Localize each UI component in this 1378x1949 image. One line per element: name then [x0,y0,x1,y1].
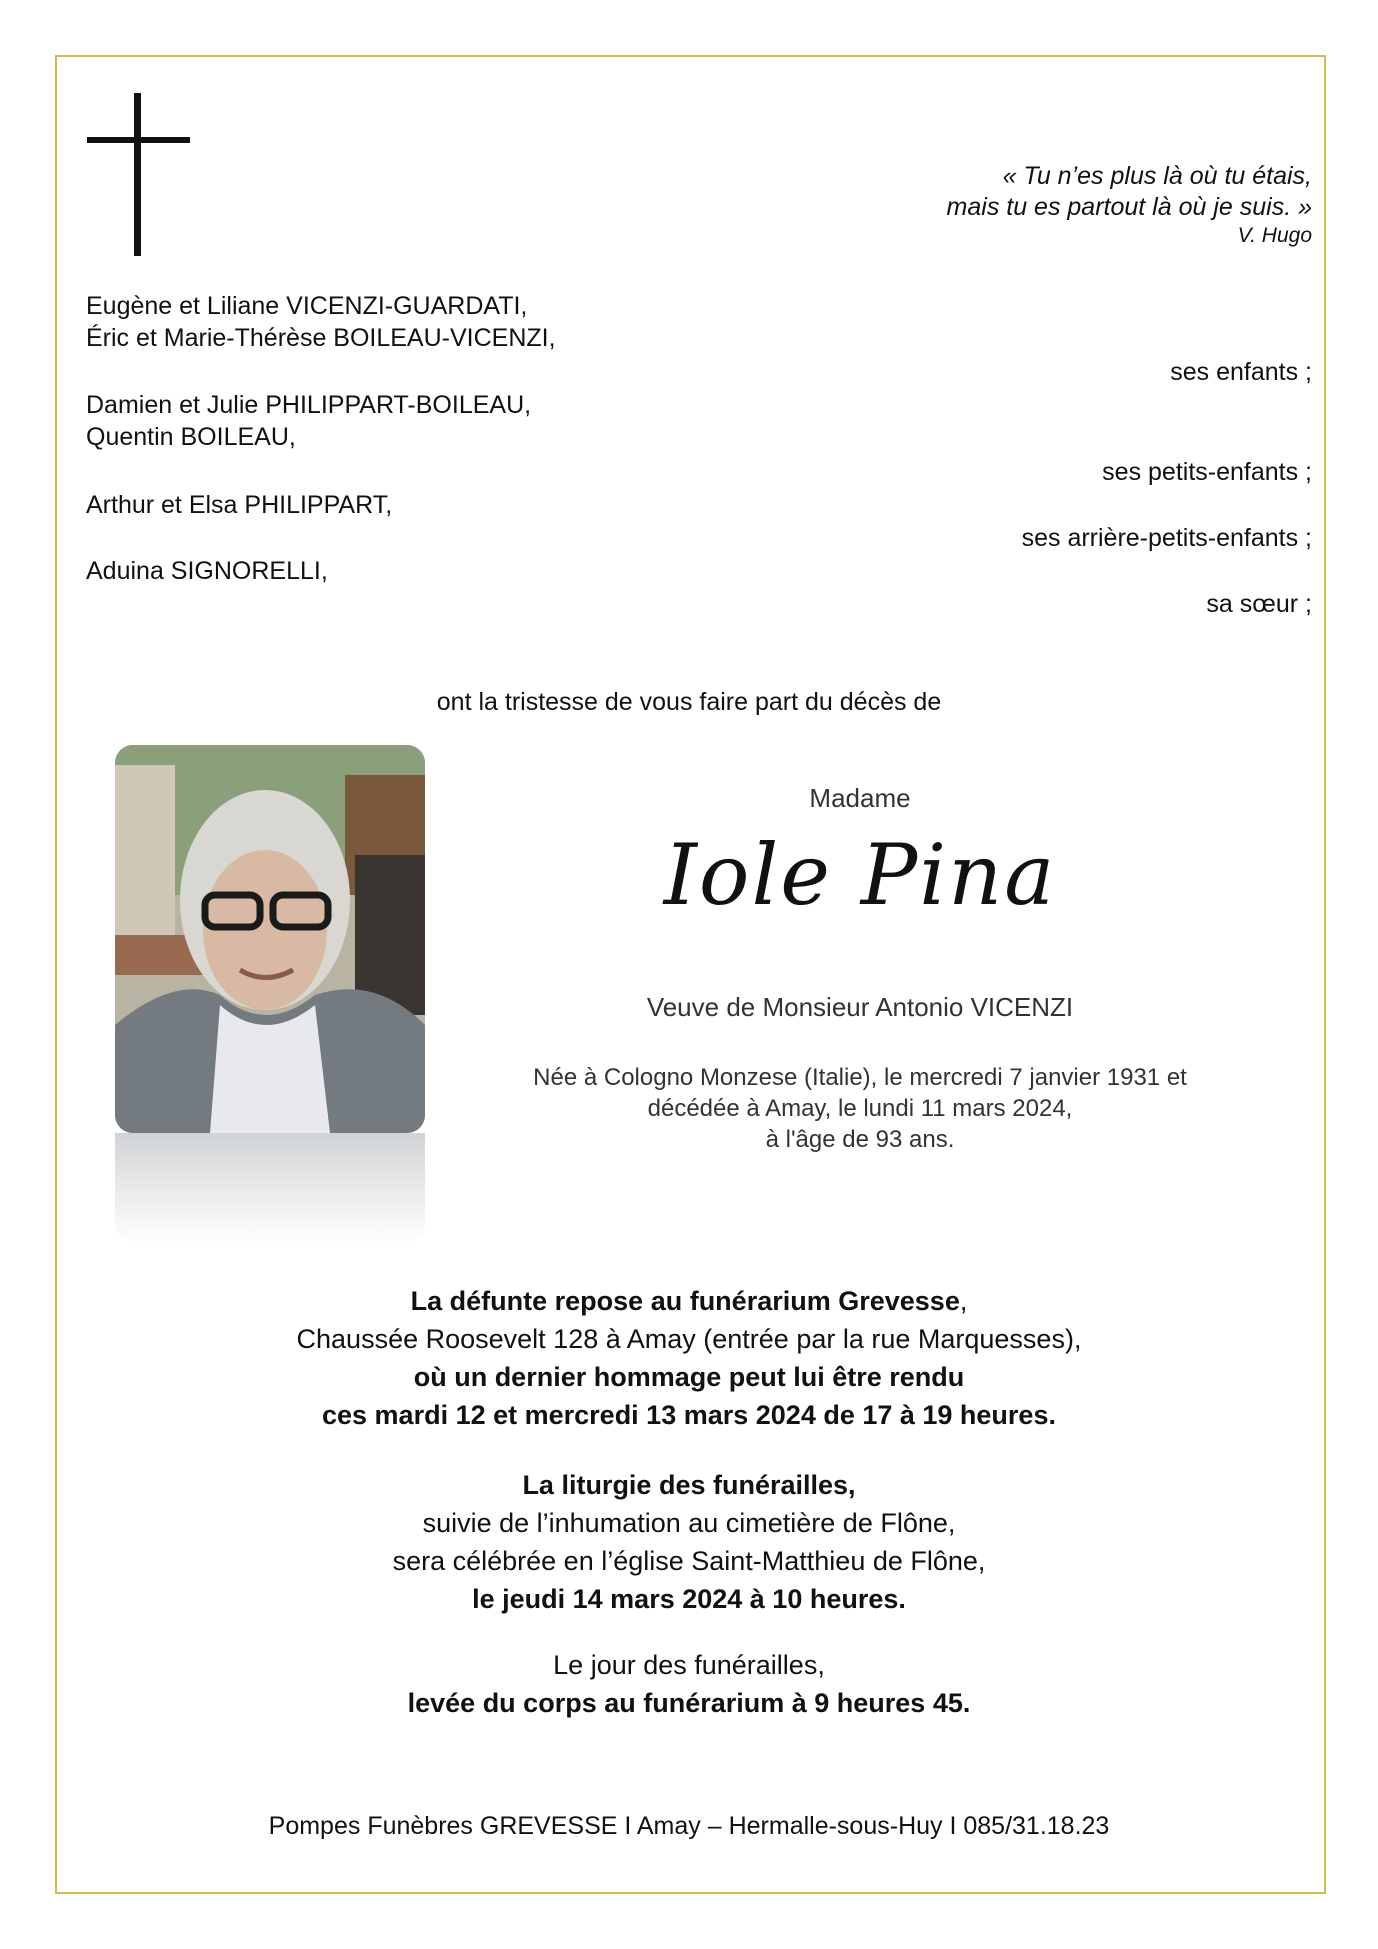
grandchildren-names [86,389,531,453]
great-grandchildren-role: ses arrière-petits-enfants ; [1021,524,1312,552]
liturgy-date: le jeudi 14 mars 2024 à 10 heures. [472,1584,906,1614]
family-line: Damien et Julie PHILIPPART-BOILEAU, [86,391,532,419]
liturgy-burial: suivie de l’inhumation au cimetière de Flône, [422,1508,956,1538]
visitation-block [0,1282,1378,1434]
visitation-dates: ces mardi 12 et mercredi 13 mars 2024 de 17 à 19 heures. [322,1400,1056,1430]
children-names [86,290,556,354]
visitation-comma: , [959,1286,968,1316]
funeral-home-footer: Pompes Funèbres GREVESSE I Amay – Hermalle-sous-Huy I 085/31.18.23 [268,1812,1110,1840]
great-grandchildren-names: Arthur et Elsa PHILIPPART, [86,491,393,519]
family-line: Quentin BOILEAU, [86,423,296,451]
departure-line-1: Le jour des funérailles, [553,1650,825,1680]
death-line: décédée à Amay, le lundi 11 mars 2024, [647,1095,1073,1122]
family-line: Eugène et Liliane VICENZI-GUARDATI, [86,292,528,320]
departure-block [0,1646,1378,1722]
visitation-line-3: où un dernier hommage peut lui être rendu [413,1362,965,1392]
sister-role: sa sœur ; [1206,590,1312,618]
liturgy-church: sera célébrée en l’église Saint-Matthieu de Flône, [392,1546,986,1576]
quote [947,161,1312,249]
birth-line: Née à Cologno Monzese (Italie), le mercredi 7 janvier 1931 et [533,1064,1187,1091]
departure-line-2: levée du corps au funérarium à 9 heures 45. [407,1688,971,1718]
photo-reflection [115,1133,425,1243]
liturgy-block [0,1466,1378,1618]
liturgy-heading: La liturgie des funérailles, [522,1470,856,1500]
visitation-line-1 [0,1282,1378,1320]
age-line: à l'âge de 93 ans. [765,1126,955,1153]
quote-line-1: « Tu n’es plus là où tu étais, [1002,162,1312,190]
deceased-title: Madame [809,783,911,813]
children-role: ses enfants ; [1170,358,1312,386]
quote-line-2: mais tu es partout là où je suis. » [946,193,1312,221]
deceased-photo [115,745,425,1133]
visitation-place: La défunte repose au funérarium Grevesse [410,1286,960,1316]
grandchildren-role: ses petits-enfants ; [1102,458,1312,486]
family-line: Éric et Marie-Thérèse BOILEAU-VICENZI, [86,324,556,352]
visitation-address: Chaussée Roosevelt 128 à Amay (entrée par la rue Marquesses), [296,1324,1082,1354]
deceased-name: Iole Pina [663,826,1057,924]
quote-author: V. Hugo [1237,224,1312,247]
widow-of: Veuve de Monsieur Antonio VICENZI [646,992,1074,1022]
announcement: ont la tristesse de vous faire part du décès de [436,688,942,716]
birth-death-info [470,1062,1250,1155]
sister-name: Aduina SIGNORELLI, [86,557,328,585]
